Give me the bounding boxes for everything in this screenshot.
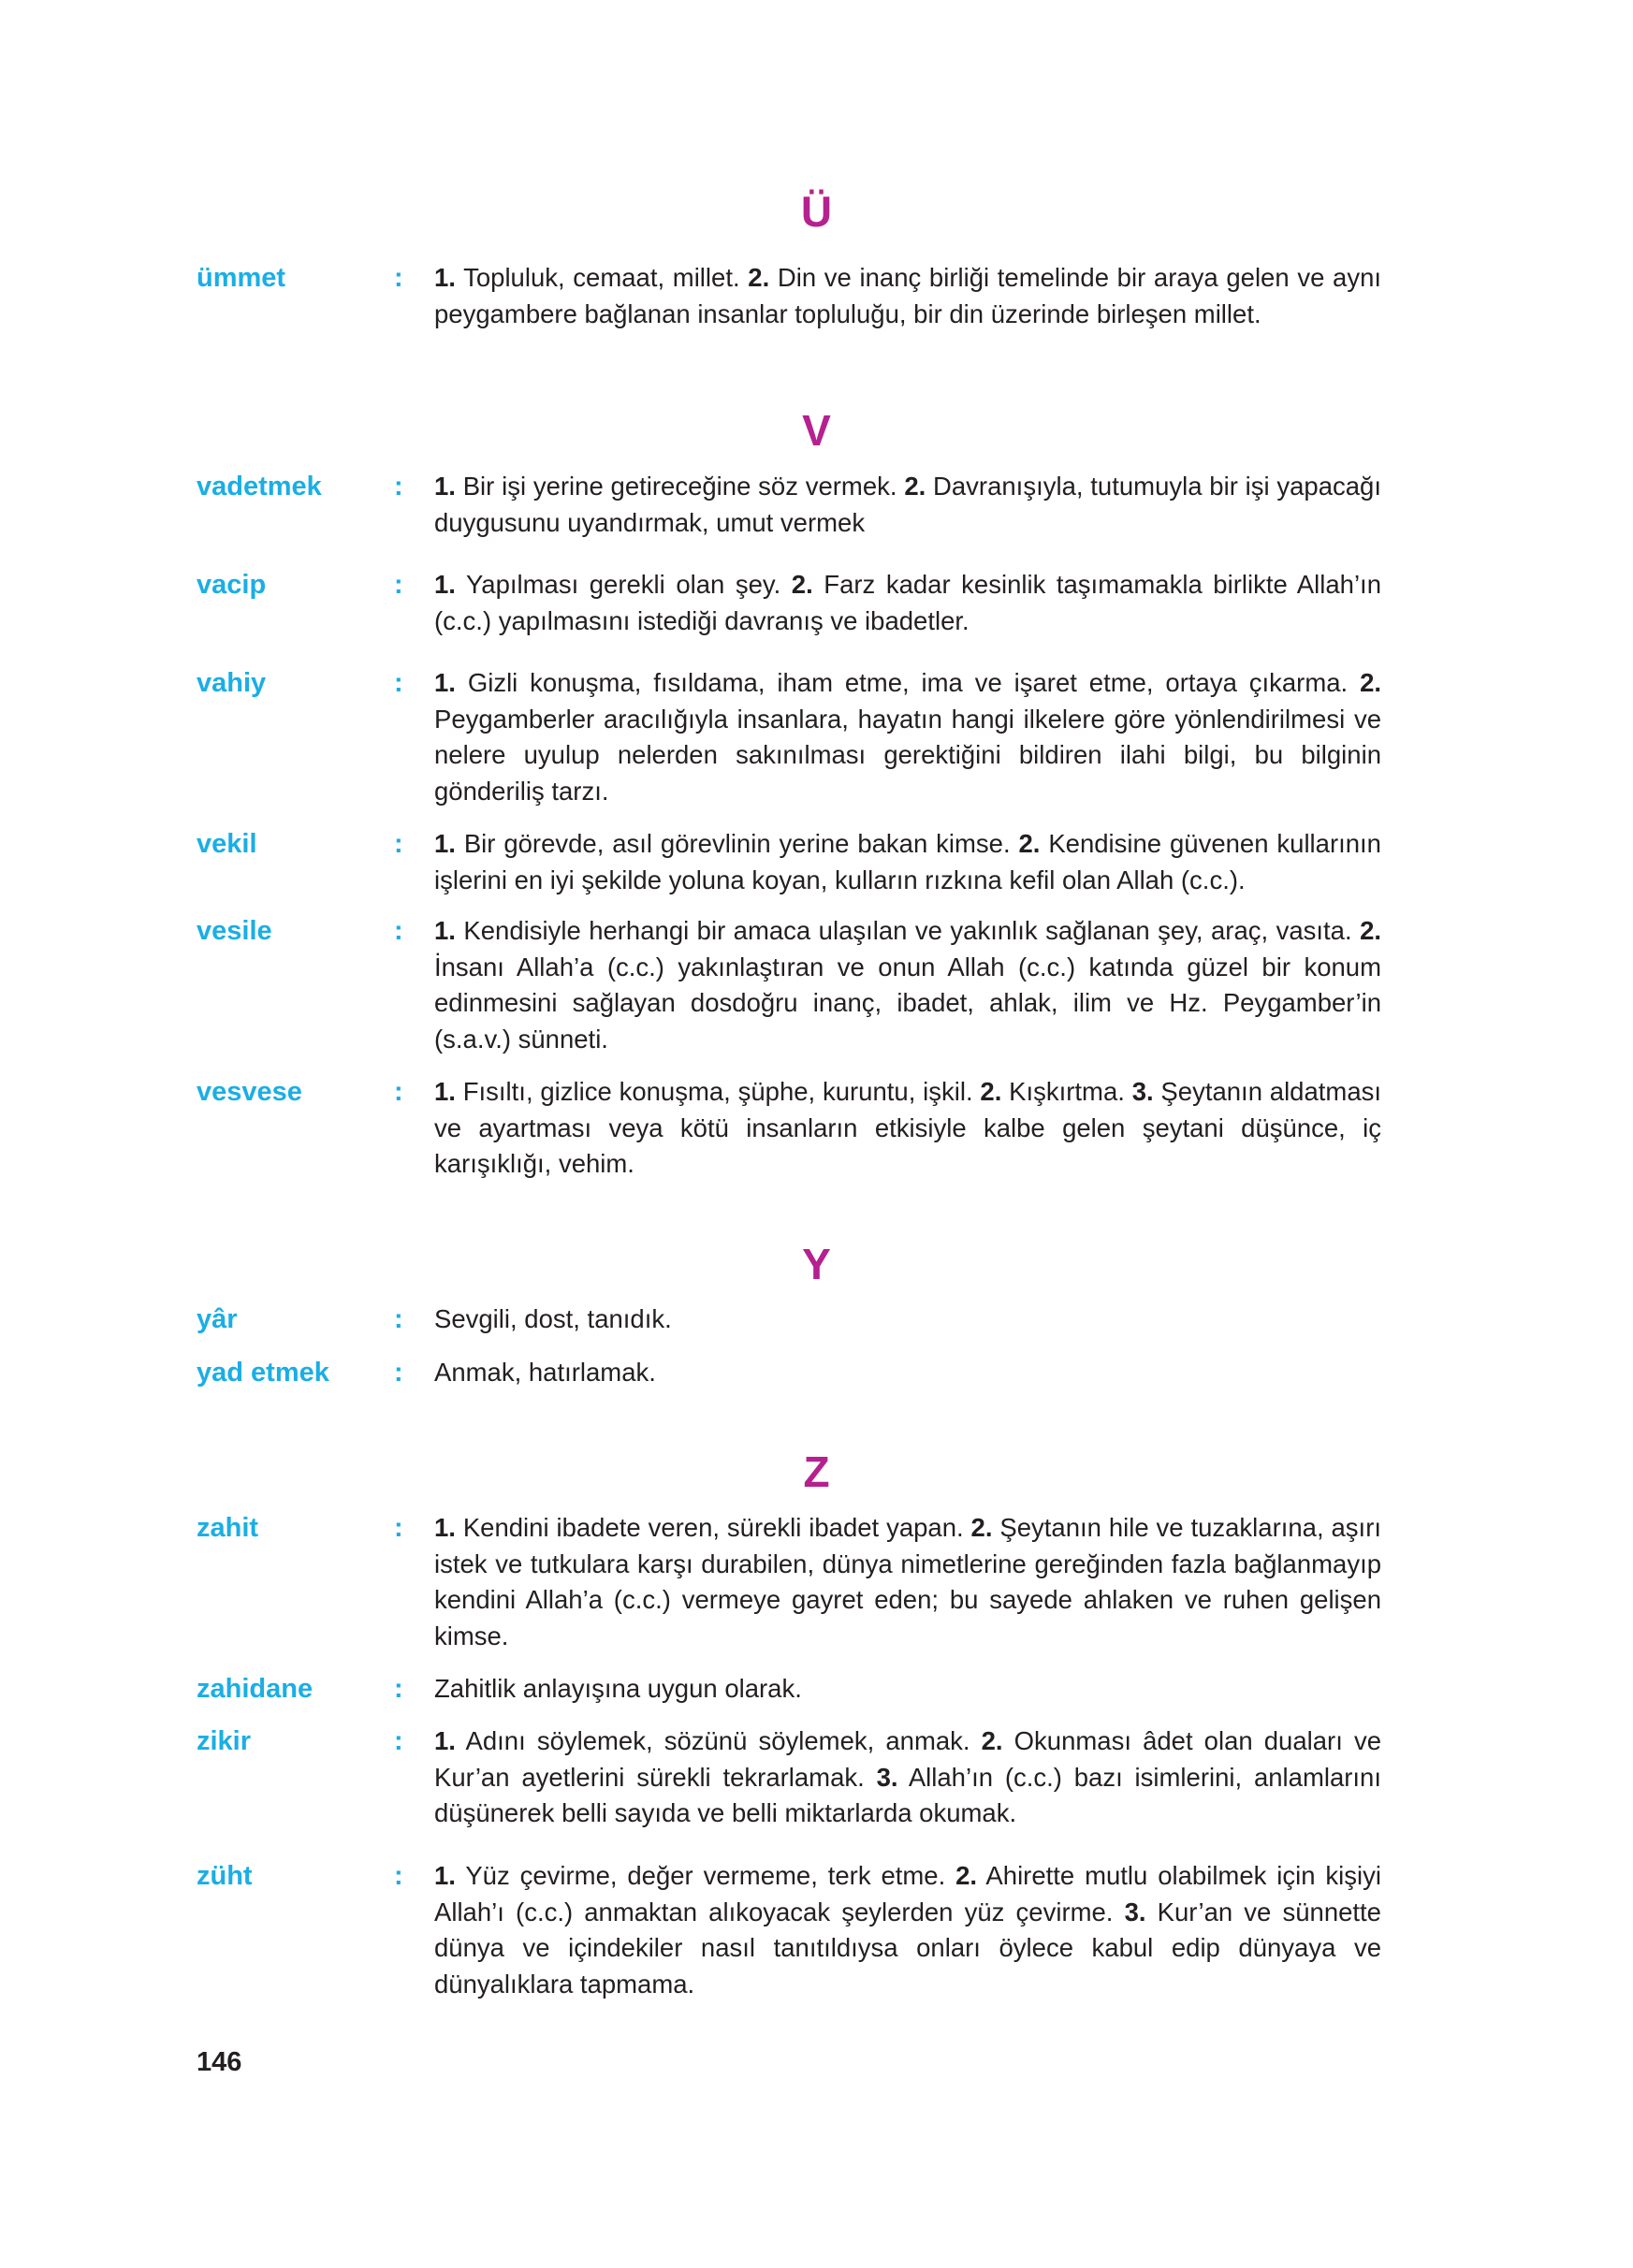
definition-zuht: 1. Yüz çevirme, değer vermeme, terk etme. 2. Ahirette mutlu olabilmek için kişiyi Allah’ı (c.c.) anmaktan alıkoyacak şeylerden yüz çevirme. 3. Kur’an ve sünnette dünya ve içindekiler nasıl tanıtıldıysa onları öylece kabul edip dünyaya ve dünyalıklara tapmama. (434, 1861, 1381, 1999)
definition-zahit: 1. Kendini ibadete veren, sürekli ibadet yapan. 2. Şeytanın hile ve tuzaklarına, aşırı istek ve tutkulara karşı durabilen, dünya nimetlerine gereğinden fazla bağlanmayıp kendini Allah’a (c.c.) vermeye gayret eden; bu sayede ahlaken ve ruhen gelişen kimse. (434, 1513, 1381, 1650)
definition-vesvese: 1. Fısıltı, gizlice konuşma, şüphe, kuruntu, işkil. 2. Kışkırtma. 3. Şeytanın aldatması ve ayartması veya kötü insanların etkisiyle kalbe gelen şeytani düşünce, iç karışıklığı, vehim. (434, 1077, 1382, 1178)
term-zuht: züht (197, 1861, 253, 1891)
term-colon: : (394, 1077, 403, 1107)
term-vahiy: vahiy (197, 668, 267, 698)
term-zahidane: zahidane (197, 1674, 313, 1704)
section-letter-v: V (802, 406, 831, 455)
term-yar: yâr (197, 1304, 238, 1334)
definition-vesile: 1. Kendisiyle herhangi bir amaca ulaşılan ve yakınlık sağlanan şey, araç, vasıta. 2. İnsanı Allah’a (c.c.) yakınlaştıran ve onun Allah (c.c.) katında güzel bir konum edinmesini sağlayan dosdoğru inanç, ibadet, ahlak, ilim ve Hz. Peygamber’in (s.a.v.) sünneti. (434, 916, 1381, 1054)
term-colon: : (394, 472, 403, 502)
term-colon: : (394, 263, 403, 293)
definition-yad-etmek: Anmak, hatırlamak. (434, 1358, 656, 1387)
term-colon: : (394, 668, 403, 698)
definition-ummet: 1. Topluluk, cemaat, millet. 2. Din ve inanç birliği temelinde bir araya gelen ve aynı peygambere bağlanan insanlar topluluğu, bir din üzerinde birleşen millet. (434, 263, 1382, 328)
term-colon: : (394, 1304, 403, 1334)
page-number: 146 (197, 2047, 242, 2077)
definition-vacip: 1. Yapılması gerekli olan şey. 2. Farz kadar kesinlik taşımamakla birlikte Allah’ın (c.c.) yapılmasını istediği davranış ve ibadetler. (434, 570, 1381, 635)
definition-vekil: 1. Bir görevde, asıl görevlinin yerine bakan kimse. 2. Kendisine güvenen kullarının işlerini en iyi şekilde yoluna koyan, kulların rızkına kefil olan Allah (c.c.). (434, 829, 1381, 894)
term-colon: : (394, 1726, 403, 1756)
term-zikir: zikir (197, 1726, 252, 1756)
term-ummet: ümmet (197, 263, 286, 293)
term-vesvese: vesvese (197, 1077, 302, 1107)
definition-yar: Sevgili, dost, tanıdık. (434, 1304, 672, 1333)
term-colon: : (394, 1861, 403, 1891)
section-letter-u: Ü (800, 187, 833, 236)
term-colon: : (394, 1358, 403, 1388)
term-colon: : (394, 916, 403, 946)
definition-zikir: 1. Adını söylemek, sözünü söylemek, anmak. 2. Okunması âdet olan duaları ve Kur’an ayetlerini sürekli tekrarlamak. 3. Allah’ın (c.c.) bazı isimlerini, anlamlarını düşünerek belli sayıda ve belli miktarlarda okumak. (434, 1726, 1381, 1827)
term-colon: : (394, 829, 403, 859)
term-vadetmek: vadetmek (197, 472, 322, 502)
section-letter-z: Z (803, 1447, 830, 1496)
definition-zahidane: Zahitlik anlayışına uygun olarak. (434, 1674, 802, 1703)
term-colon: : (394, 570, 403, 600)
term-vekil: vekil (197, 829, 257, 859)
term-vacip: vacip (197, 570, 267, 600)
section-letter-y: Y (802, 1240, 831, 1288)
term-colon: : (394, 1674, 403, 1704)
term-vesile: vesile (197, 916, 272, 946)
term-colon: : (394, 1513, 403, 1543)
term-zahit: zahit (197, 1513, 259, 1543)
definition-vahiy: 1. Gizli konuşma, fısıldama, iham etme, ima ve işaret etme, ortaya çıkarma. 2. Peygamberler aracılığıyla insanlara, hayatın hangi ilkelere göre yönlendirilmesi ve nelere uyulup nelerden sakınılması gerektiğini bildiren ilahi bilgi, bu bilginin gönderiliş tarzı. (434, 668, 1381, 806)
term-yad-etmek: yad etmek (197, 1358, 329, 1388)
definition-vadetmek: 1. Bir işi yerine getireceğine söz vermek. 2. Davranışıyla, tutumuyla bir işi yapacağı duygusunu uyandırmak, umut vermek (434, 472, 1381, 537)
